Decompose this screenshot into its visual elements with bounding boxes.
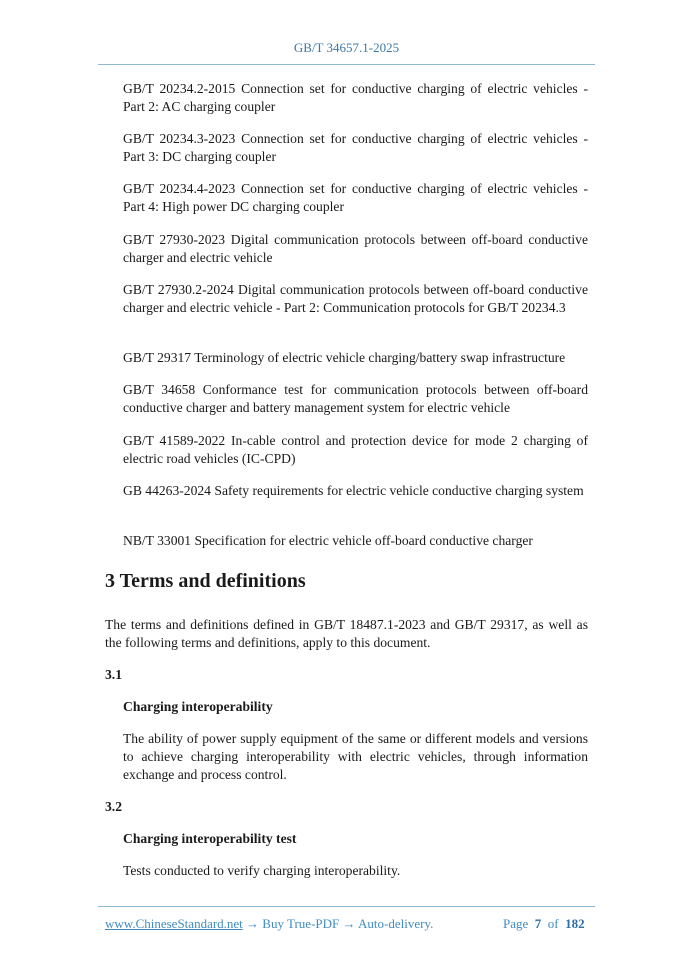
page-header: GB/T 34657.1-2025 [293,40,400,55]
section-heading: 3 Terms and definitions [105,570,306,592]
footer-promo [105,916,433,932]
reference-item: GB/T 27930-2023 Digital communication protocols between off-board conductive charger and electric vehicle [123,232,588,265]
total-pages: 182 [565,916,585,931]
reference-item: NB/T 33001 Specification for electric vehicle off-board conductive charger [123,533,533,548]
term-definition: Tests conducted to verify charging interoperability. [123,863,401,878]
footer-text: → Buy True-PDF → Auto-delivery. [242,916,434,931]
term-number: 3.2 [105,799,122,814]
current-page: 7 [534,916,542,931]
page-label: Page [503,916,529,931]
footer-divider [98,906,595,907]
term-definition: The ability of power supply equipment of the same or different models and versions to achieve charging interoperability with electric vehicles, through information exchange and process control. [123,731,588,782]
of-label: of [547,916,559,931]
page-number [503,916,585,932]
reference-item: GB/T 20234.2-2015 Connection set for conductive charging of electric vehicles - Part 2: AC charging coupler [123,81,588,114]
reference-item: GB/T 34658 Conformance test for communication protocols between off-board conductive charger and battery management system for electric vehicle [123,382,588,415]
reference-item: GB/T 20234.4-2023 Connection set for conductive charging of electric vehicles - Part 4: High power DC charging coupler [123,181,588,214]
term-number: 3.1 [105,667,122,682]
reference-item: GB/T 41589-2022 In-cable control and protection device for mode 2 charging of electric road vehicles (IC-CPD) [123,433,588,466]
reference-item: GB/T 20234.3-2023 Connection set for conductive charging of electric vehicles - Part 3: DC charging coupler [123,131,588,164]
reference-item: GB/T 29317 Terminology of electric vehicle charging/battery swap infrastructure [123,350,566,365]
section-intro: The terms and definitions defined in GB/T 18487.1-2023 and GB/T 29317, as well as the following terms and definitions, apply to this document. [105,617,588,650]
term-title: Charging interoperability test [123,831,297,846]
term-title: Charging interoperability [123,699,273,714]
reference-item: GB/T 27930.2-2024 Digital communication protocols between off-board conductive charger and electric vehicle - Part 2: Communication protocols for GB/T 20234.3 [123,282,588,315]
footer-link[interactable]: www.ChineseStandard.net [105,916,243,931]
header-divider [98,64,595,65]
reference-item: GB 44263-2024 Safety requirements for electric vehicle conductive charging system [123,483,584,498]
